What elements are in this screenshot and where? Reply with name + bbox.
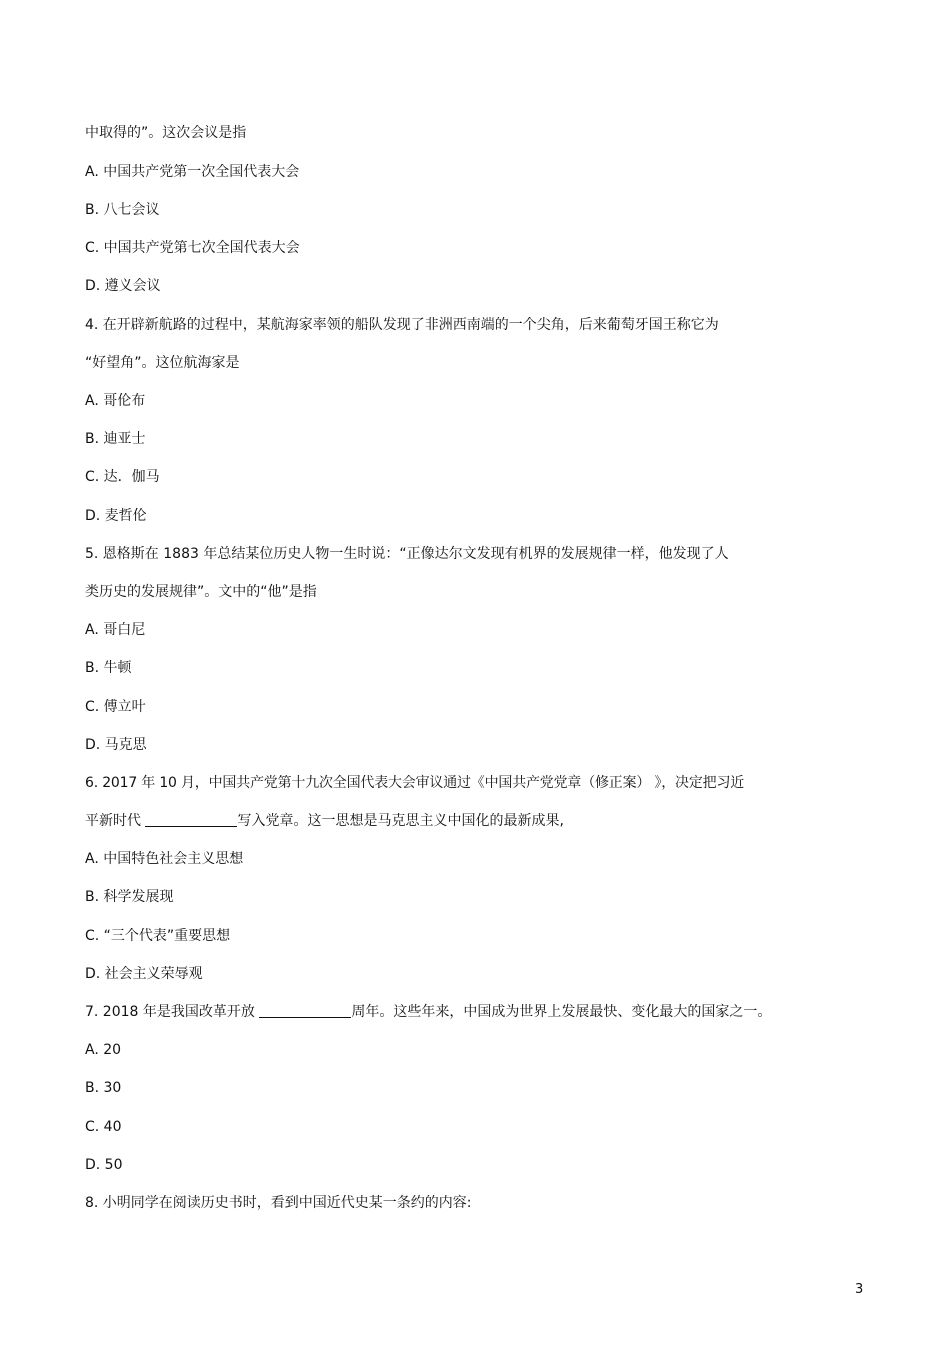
question-6: 6. 2017 年 10 月，中国共产党第十九次全国代表大会审议通过《中国共产党党章（修正案） 》，决定把习近 — [85, 775, 745, 791]
option-c: C. 达．伽马 — [85, 469, 160, 485]
text-line: 中取得的”。这次会议是指 — [85, 125, 247, 141]
question-6-continued — [85, 812, 564, 830]
option-b: B. 30 — [85, 1080, 122, 1096]
option-b: B. 八七会议 — [85, 202, 160, 218]
option-c: C. 傅立叶 — [85, 699, 146, 715]
option-a: A. 20 — [85, 1042, 122, 1058]
option-d: D. 遵义会议 — [85, 278, 161, 294]
page-number: 3 — [855, 1282, 864, 1297]
option-a: A. 中国共产党第一次全国代表大会 — [85, 164, 300, 180]
q6-text-after-blank: 写入党章。这一思想是马克思主义中国化的最新成果, — [237, 813, 564, 829]
question-4-continued: “好望角”。这位航海家是 — [85, 355, 240, 371]
option-a: A. 哥伦布 — [85, 393, 146, 409]
question-7 — [85, 1003, 771, 1021]
option-b: B. 迪亚士 — [85, 431, 146, 447]
q6-text-before-blank: 平新时代 — [85, 813, 146, 829]
option-c: C. “三个代表”重要思想 — [85, 928, 231, 944]
option-b: B. 牛顿 — [85, 660, 132, 676]
question-8: 8. 小明同学在阅读历史书时，看到中国近代史某一条约的内容: — [85, 1195, 472, 1211]
answer-blank — [259, 1003, 351, 1018]
option-d: D. 马克思 — [85, 737, 147, 753]
question-5: 5. 恩格斯在 1883 年总结某位历史人物一生时说：“正像达尔文发现有机界的发展规律一样，他发现了人 — [85, 546, 729, 562]
option-d: D. 社会主义荣辱观 — [85, 966, 203, 982]
option-c: C. 40 — [85, 1119, 122, 1135]
option-d: D. 50 — [85, 1157, 123, 1173]
option-a: A. 哥白尼 — [85, 622, 146, 638]
option-b: B. 科学发展现 — [85, 889, 174, 905]
question-5-continued: 类历史的发展规律”。文中的“他”是指 — [85, 584, 317, 600]
q7-text-after-blank: 周年。这些年来，中国成为世界上发展最快、变化最大的国家之一。 — [351, 1004, 772, 1020]
option-a: A. 中国特色社会主义思想 — [85, 851, 244, 867]
question-4: 4. 在开辟新航路的过程中，某航海家率领的船队发现了非洲西南端的一个尖角，后来葡萄牙国王称它为 — [85, 317, 719, 333]
answer-blank — [145, 812, 237, 827]
option-d: D. 麦哲伦 — [85, 508, 147, 524]
q7-text-before-blank: 7. 2018 年是我国改革开放 — [85, 1004, 260, 1020]
option-c: C. 中国共产党第七次全国代表大会 — [85, 240, 300, 256]
